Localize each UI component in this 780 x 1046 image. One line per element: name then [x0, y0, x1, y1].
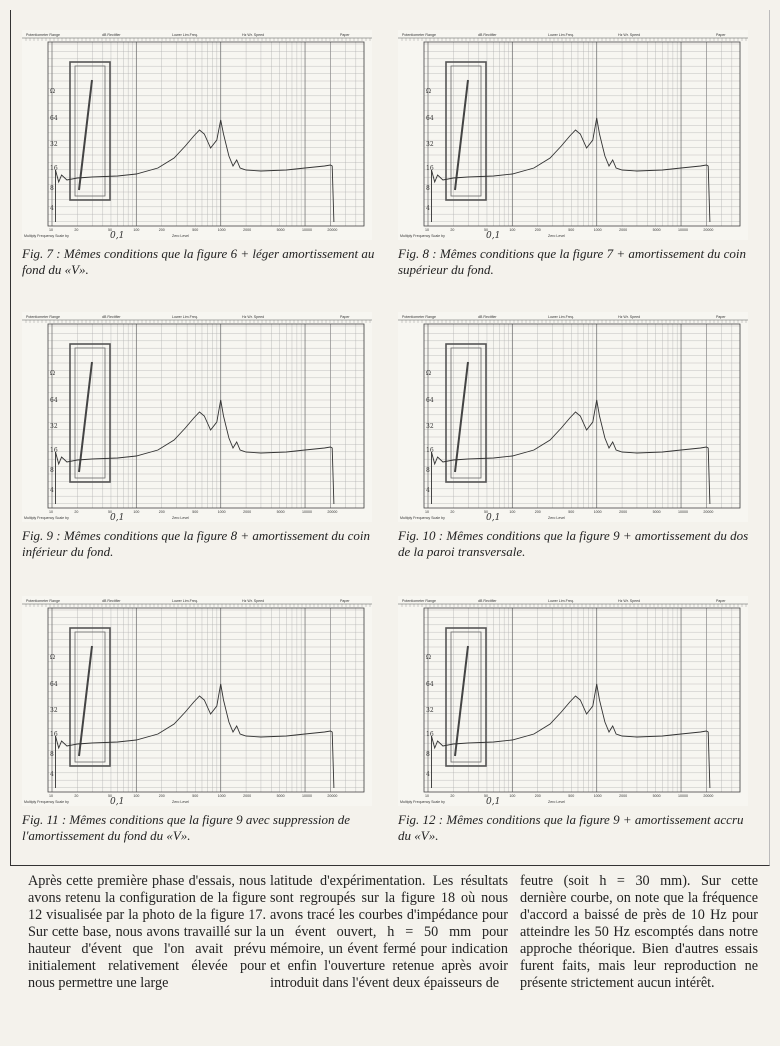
- x-tick-label: 200: [158, 794, 165, 798]
- y-unit-label: Ω: [426, 370, 431, 377]
- y-unit-label: Ω: [426, 88, 431, 95]
- y-tick-label: 64: [426, 115, 434, 122]
- x-tick-label: 10000: [678, 510, 689, 514]
- x-tick-label: 50: [483, 510, 488, 514]
- chart-header-text: Potentiometer Range: [26, 315, 60, 319]
- handwritten-scale-note: 0,1: [110, 797, 125, 806]
- footer-zero-level: Zero Level: [548, 516, 565, 520]
- x-tick-label: 20: [450, 228, 455, 232]
- x-tick-label: 100: [509, 794, 516, 798]
- y-unit-label: Ω: [50, 654, 55, 661]
- chart-header-text: Lower Lim.Freq.: [548, 599, 574, 603]
- impedance-figure-10: [398, 312, 758, 560]
- y-tick-label: 32: [426, 707, 434, 714]
- chart-header-text: dB Rectifier: [478, 599, 497, 603]
- x-tick-label: 100: [133, 510, 140, 514]
- x-tick-label: 1000: [593, 510, 602, 514]
- footer-multiply-text: Multiply Frequency Scale by: [400, 516, 445, 520]
- chart-header-text: Hz Wr. Speed: [242, 599, 265, 603]
- x-tick-label: 5000: [276, 228, 285, 232]
- x-tick-label: 10000: [302, 794, 313, 798]
- x-tick-label: 10: [49, 794, 53, 798]
- chart-header-text: Lower Lim.Freq.: [548, 315, 574, 319]
- handwritten-scale-note: 0,1: [486, 513, 501, 522]
- y-tick-label: 8: [50, 467, 54, 474]
- figure-caption: Fig. 10 : Mêmes conditions que la figure 9 + amortissement du dos de la paroi transversale.: [398, 528, 749, 559]
- x-tick-label: 20000: [327, 794, 338, 798]
- y-tick-label: 32: [50, 141, 58, 148]
- impedance-chart: [398, 30, 748, 240]
- y-tick-label: 4: [426, 205, 430, 212]
- x-tick-label: 500: [568, 794, 575, 798]
- chart-header-text: Paper: [716, 33, 726, 37]
- chart-header-text: Paper: [340, 315, 350, 319]
- footer-multiply-text: Multiply Frequency Scale by: [400, 234, 445, 238]
- y-tick-label: 32: [426, 141, 434, 148]
- x-tick-label: 20000: [327, 510, 338, 514]
- footer-zero-level: Zero Level: [548, 234, 565, 238]
- footer-multiply-text: Multiply Frequency Scale by: [400, 800, 445, 804]
- y-tick-label: 32: [50, 423, 58, 430]
- chart-header-text: dB Rectifier: [478, 33, 497, 37]
- impedance-figure-7: [22, 30, 382, 278]
- x-tick-label: 10: [425, 228, 429, 232]
- y-tick-label: 8: [50, 751, 54, 758]
- chart-header-text: Lower Lim.Freq.: [172, 33, 198, 37]
- footer-zero-level: Zero Level: [172, 800, 189, 804]
- handwritten-scale-note: 0,1: [486, 797, 501, 806]
- figure-caption: Fig. 7 : Mêmes conditions que la figure 6 + léger amortissement au fond du «V».: [22, 246, 375, 277]
- y-tick-label: 64: [50, 115, 58, 122]
- chart-header-text: dB Rectifier: [102, 599, 121, 603]
- y-tick-label: 8: [426, 467, 430, 474]
- y-tick-label: 16: [50, 731, 58, 738]
- x-tick-label: 20000: [327, 228, 338, 232]
- handwritten-scale-note: 0,1: [110, 231, 125, 240]
- x-tick-label: 5000: [276, 794, 285, 798]
- body-column-1: Après cette première phase d'essais, nous avons retenu la configuration de la figure 12 visualisée par la photo de la figure 17. Sur cette base, nous avons travaillé sur la hauteur d'évent que l'on avait prévu initialement relativement élevée pour nous permettre une large: [28, 873, 266, 991]
- x-tick-label: 10000: [302, 510, 313, 514]
- chart-header-text: Hz Wr. Speed: [242, 315, 265, 319]
- chart-header-text: Potentiometer Range: [26, 33, 60, 37]
- figure-caption: Fig. 11 : Mêmes conditions que la figure 9 avec suppression de l'amortissement du fond du «V».: [22, 812, 351, 843]
- x-tick-label: 50: [107, 794, 112, 798]
- x-tick-label: 200: [158, 510, 165, 514]
- x-tick-label: 20: [74, 794, 79, 798]
- y-unit-label: Ω: [426, 654, 431, 661]
- impedance-figure-11: [22, 596, 382, 844]
- x-tick-label: 500: [192, 794, 199, 798]
- y-tick-label: 16: [426, 731, 434, 738]
- x-tick-label: 10: [425, 510, 429, 514]
- handwritten-scale-note: 0,1: [486, 231, 501, 240]
- x-tick-label: 100: [133, 228, 140, 232]
- x-tick-label: 5000: [652, 794, 661, 798]
- footer-multiply-text: Multiply Frequency Scale by: [24, 516, 69, 520]
- x-tick-label: 20: [450, 510, 455, 514]
- chart-header-text: Hz Wr. Speed: [242, 33, 265, 37]
- chart-header-text: Hz Wr. Speed: [618, 599, 641, 603]
- x-tick-label: 200: [534, 510, 541, 514]
- x-tick-label: 2000: [619, 794, 628, 798]
- y-tick-label: 8: [50, 185, 54, 192]
- y-tick-label: 4: [50, 771, 54, 778]
- x-tick-label: 20: [450, 794, 455, 798]
- x-tick-label: 100: [133, 794, 140, 798]
- x-tick-label: 50: [107, 228, 112, 232]
- x-tick-label: 20000: [703, 794, 714, 798]
- chart-header-text: Lower Lim.Freq.: [172, 599, 198, 603]
- chart-header-text: Potentiometer Range: [402, 599, 436, 603]
- x-tick-label: 2000: [243, 794, 252, 798]
- x-tick-label: 20: [74, 228, 79, 232]
- y-unit-label: Ω: [50, 88, 55, 95]
- y-unit-label: Ω: [50, 370, 55, 377]
- y-tick-label: 16: [426, 447, 434, 454]
- y-tick-label: 4: [426, 487, 430, 494]
- x-tick-label: 100: [509, 228, 516, 232]
- x-tick-label: 5000: [652, 228, 661, 232]
- x-tick-label: 200: [534, 228, 541, 232]
- chart-header-text: dB Rectifier: [102, 33, 121, 37]
- x-tick-label: 2000: [243, 228, 252, 232]
- chart-header-text: Lower Lim.Freq.: [548, 33, 574, 37]
- x-tick-label: 500: [192, 510, 199, 514]
- chart-header-text: Potentiometer Range: [402, 33, 436, 37]
- chart-header-text: Paper: [340, 599, 350, 603]
- x-tick-label: 1000: [593, 228, 602, 232]
- y-tick-label: 64: [426, 681, 434, 688]
- chart-header-text: Hz Wr. Speed: [618, 33, 641, 37]
- y-tick-label: 64: [50, 681, 58, 688]
- footer-zero-level: Zero Level: [548, 800, 565, 804]
- y-tick-label: 8: [426, 751, 430, 758]
- chart-header-text: Paper: [716, 315, 726, 319]
- x-tick-label: 500: [568, 510, 575, 514]
- x-tick-label: 10: [425, 794, 429, 798]
- footer-zero-level: Zero Level: [172, 516, 189, 520]
- y-tick-label: 64: [50, 397, 58, 404]
- y-tick-label: 32: [426, 423, 434, 430]
- impedance-figure-12: [398, 596, 758, 844]
- x-tick-label: 500: [192, 228, 199, 232]
- x-tick-label: 1000: [217, 228, 226, 232]
- chart-header-text: dB Rectifier: [478, 315, 497, 319]
- x-tick-label: 2000: [243, 510, 252, 514]
- figure-caption: Fig. 8 : Mêmes conditions que la figure 7 + amortissement du coin supérieur du fond.: [398, 246, 747, 277]
- handwritten-scale-note: 0,1: [110, 513, 125, 522]
- x-tick-label: 20: [74, 510, 79, 514]
- footer-multiply-text: Multiply Frequency Scale by: [24, 234, 69, 238]
- chart-header-text: Potentiometer Range: [402, 315, 436, 319]
- x-tick-label: 1000: [217, 794, 226, 798]
- x-tick-label: 10000: [678, 794, 689, 798]
- chart-header-text: dB Rectifier: [102, 315, 121, 319]
- y-tick-label: 64: [426, 397, 434, 404]
- x-tick-label: 100: [509, 510, 516, 514]
- y-tick-label: 16: [426, 165, 434, 172]
- x-tick-label: 1000: [593, 794, 602, 798]
- x-tick-label: 50: [107, 510, 112, 514]
- impedance-figure-9: [22, 312, 382, 560]
- x-tick-label: 2000: [619, 510, 628, 514]
- x-tick-label: 200: [534, 794, 541, 798]
- x-tick-label: 1000: [217, 510, 226, 514]
- y-tick-label: 4: [50, 487, 54, 494]
- footer-zero-level: Zero Level: [172, 234, 189, 238]
- chart-header-text: Lower Lim.Freq.: [172, 315, 198, 319]
- x-tick-label: 500: [568, 228, 575, 232]
- impedance-chart: [22, 596, 372, 806]
- x-tick-label: 20000: [703, 510, 714, 514]
- footer-multiply-text: Multiply Frequency Scale by: [24, 800, 69, 804]
- y-tick-label: 16: [50, 165, 58, 172]
- body-column-2: latitude d'expérimentation. Les résultats sont regroupés sur la figure 18 où nous avons tracé les courbes d'impédance pour un évent ouvert, h = 50 mm pour mémoire, un évent fermé pour indication et enfin l'ouverture retenue après avoir introduit dans l'évent deux épaisseurs de: [270, 873, 508, 991]
- figure-caption: Fig. 9 : Mêmes conditions que la figure 8 + amortissement du coin inférieur du fond.: [22, 528, 371, 559]
- chart-header-text: Paper: [716, 599, 726, 603]
- chart-header-text: Potentiometer Range: [26, 599, 60, 603]
- y-tick-label: 8: [426, 185, 430, 192]
- impedance-chart: [22, 312, 372, 522]
- body-column-3: feutre (soit h = 30 mm). Sur cette dernière courbe, on note que la fréquence d'accord a baissé de près de 10 Hz pour atteindre les 50 Hz escomptés dans notre approche théorique. Bien d'autres essais furent faits, mais leur reproduction ne présente strictement aucun intérêt.: [520, 873, 758, 991]
- impedance-figure-8: [398, 30, 758, 278]
- x-tick-label: 10: [49, 228, 53, 232]
- y-tick-label: 4: [50, 205, 54, 212]
- x-tick-label: 5000: [652, 510, 661, 514]
- x-tick-label: 10: [49, 510, 53, 514]
- x-tick-label: 20000: [703, 228, 714, 232]
- y-tick-label: 32: [50, 707, 58, 714]
- y-tick-label: 16: [50, 447, 58, 454]
- y-tick-label: 4: [426, 771, 430, 778]
- figure-caption: Fig. 12 : Mêmes conditions que la figure 9 + amortissement accru du «V».: [398, 812, 744, 843]
- x-tick-label: 50: [483, 794, 488, 798]
- x-tick-label: 10000: [678, 228, 689, 232]
- x-tick-label: 200: [158, 228, 165, 232]
- impedance-chart: [398, 596, 748, 806]
- impedance-chart: [22, 30, 372, 240]
- chart-header-text: Hz Wr. Speed: [618, 315, 641, 319]
- x-tick-label: 50: [483, 228, 488, 232]
- x-tick-label: 10000: [302, 228, 313, 232]
- x-tick-label: 5000: [276, 510, 285, 514]
- x-tick-label: 2000: [619, 228, 628, 232]
- chart-header-text: Paper: [340, 33, 350, 37]
- impedance-chart: [398, 312, 748, 522]
